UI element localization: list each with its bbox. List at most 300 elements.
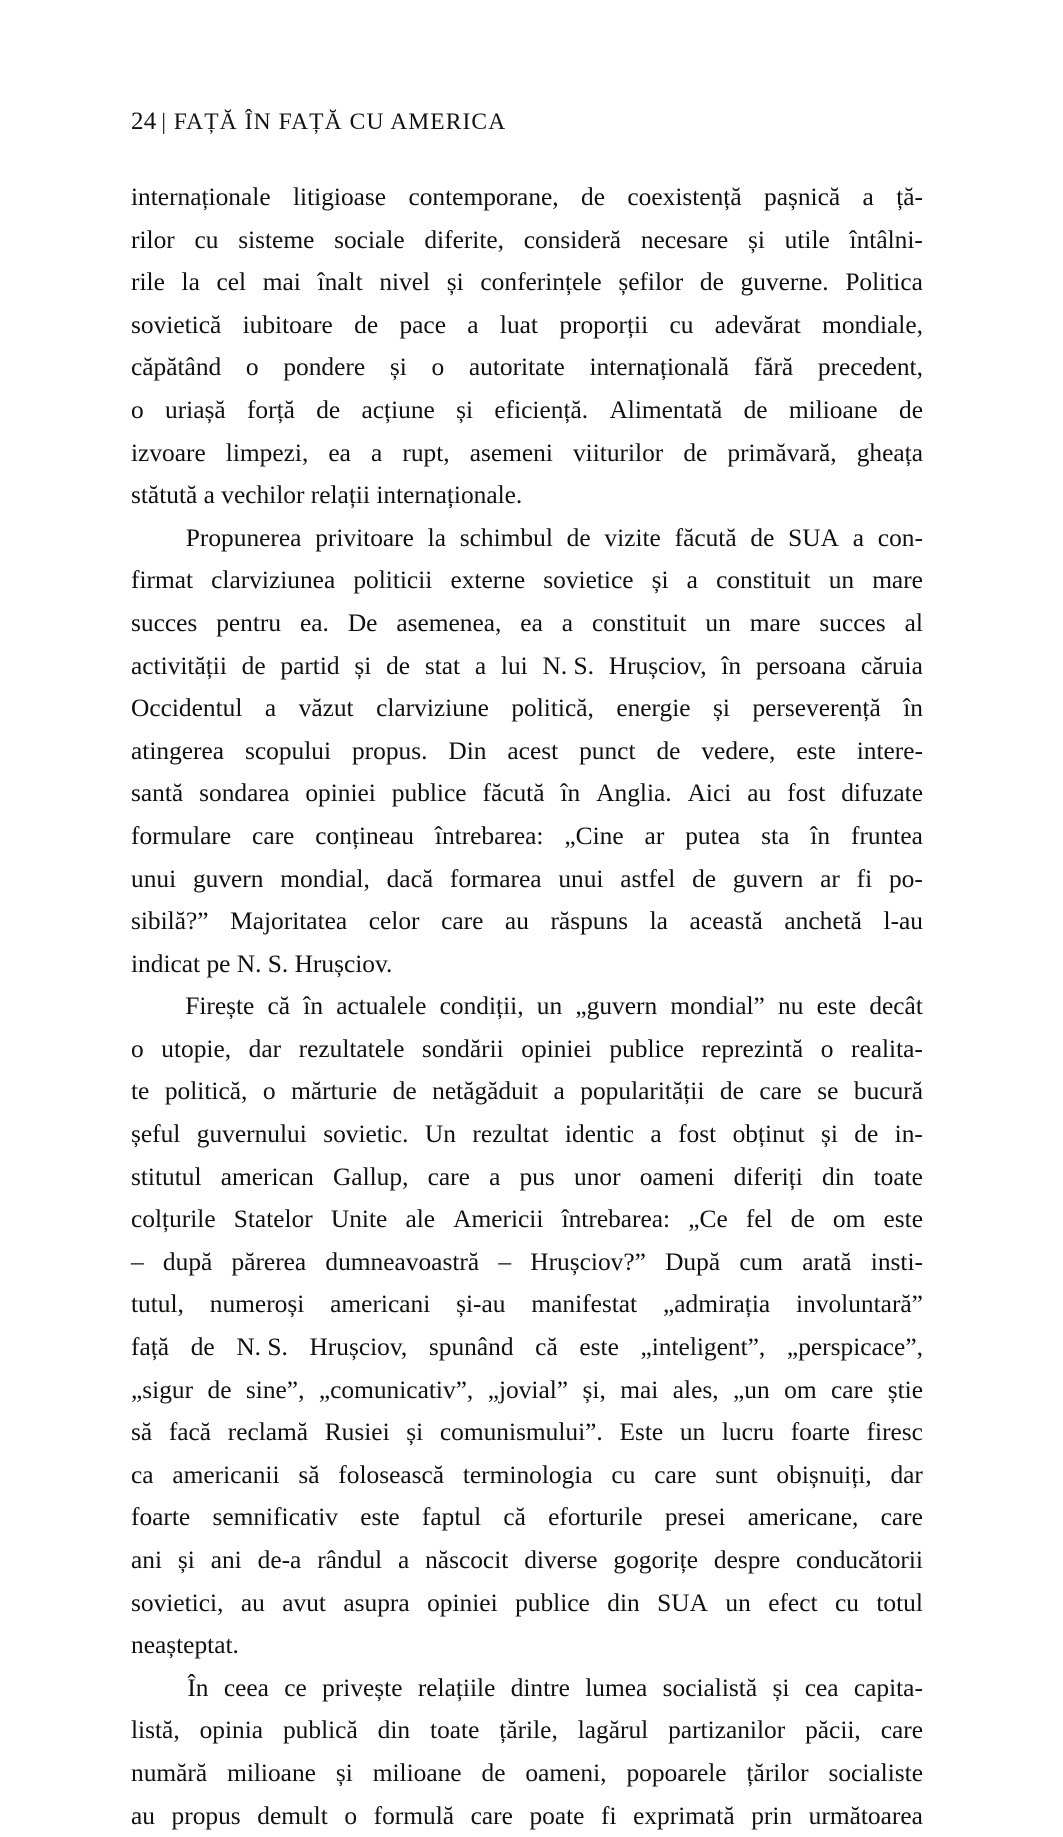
- word: ani: [210, 1546, 242, 1574]
- word: și: [446, 268, 464, 297]
- word: arată: [802, 1247, 852, 1276]
- word: publice: [515, 1588, 590, 1617]
- word: în: [303, 992, 324, 1021]
- word: în: [810, 821, 831, 850]
- word: atingerea: [131, 736, 225, 765]
- word: –: [131, 1247, 144, 1276]
- word: sondarea: [199, 779, 290, 808]
- word: Hrușciov?”: [530, 1247, 646, 1276]
- word: că: [535, 1333, 558, 1362]
- text-line: [131, 517, 923, 560]
- word: american: [220, 1162, 314, 1191]
- word: în: [721, 651, 742, 680]
- word: ea: [520, 608, 543, 637]
- running-title: FAȚĂ ÎN FAȚĂ CU AMERICA: [173, 109, 507, 135]
- word: gheața: [856, 438, 923, 467]
- word: fi: [856, 864, 873, 893]
- word: persoana: [755, 651, 847, 680]
- word: anchetă: [784, 907, 862, 936]
- word: că: [267, 992, 291, 1021]
- word: al: [904, 608, 923, 637]
- word: involuntară”: [796, 1290, 923, 1319]
- word: demult: [257, 1801, 328, 1830]
- word: Gallup,: [332, 1162, 409, 1191]
- word: Majoritatea: [230, 907, 348, 936]
- text-line: [131, 1198, 923, 1241]
- word: gogorițe: [613, 1546, 699, 1574]
- word: și: [177, 1546, 195, 1574]
- text-line: [131, 815, 923, 858]
- word: asupra: [343, 1588, 410, 1617]
- text-line: [131, 559, 923, 602]
- word: activității: [131, 651, 227, 680]
- word: rilor: [131, 225, 175, 254]
- running-header: [131, 108, 921, 136]
- word: rezultatele: [298, 1034, 405, 1063]
- word: decât: [869, 992, 923, 1021]
- word: conferințele: [480, 268, 602, 297]
- word: ca: [131, 1460, 154, 1489]
- word: și: [820, 1120, 838, 1149]
- word: răspuns: [550, 907, 629, 936]
- word: cel: [216, 268, 247, 297]
- word: eficiență.: [494, 395, 589, 424]
- word: –: [498, 1247, 512, 1276]
- word: țările,: [499, 1716, 558, 1745]
- word: este: [360, 1503, 400, 1532]
- word: exprimată: [633, 1801, 735, 1830]
- word: schimbul: [459, 523, 553, 552]
- word: au: [504, 907, 529, 936]
- word: și: [389, 353, 407, 382]
- word: sovietice: [543, 566, 634, 595]
- word: pondere: [283, 353, 366, 382]
- word: ea: [328, 438, 351, 467]
- word: succes: [819, 608, 886, 637]
- word: ar: [644, 821, 665, 850]
- word: stat: [424, 651, 461, 680]
- word: comunismului”.: [439, 1418, 603, 1447]
- word: de: [743, 395, 768, 424]
- word: nu: [778, 992, 804, 1021]
- word: colțurile: [131, 1205, 216, 1234]
- word: foarte: [131, 1503, 191, 1532]
- text-line: [131, 985, 923, 1028]
- text-line: [131, 261, 923, 304]
- word: „un: [733, 1375, 770, 1404]
- word: care: [441, 907, 484, 936]
- word: știe: [887, 1375, 923, 1404]
- word: de-a: [257, 1546, 302, 1574]
- word: rupt,: [402, 438, 450, 467]
- text-line: [131, 1454, 923, 1497]
- word: este: [883, 1205, 923, 1234]
- text-line: [131, 602, 923, 645]
- word: numeroși: [209, 1290, 305, 1319]
- word: socialiste: [828, 1758, 923, 1787]
- word: a: [650, 1120, 662, 1149]
- word: reclamă: [227, 1418, 309, 1447]
- word: „inteligent”,: [640, 1333, 766, 1362]
- word: întâlni-: [849, 225, 923, 254]
- word: opiniei: [427, 1588, 498, 1617]
- word: opinia: [199, 1716, 264, 1745]
- word: dintre: [510, 1673, 570, 1702]
- word: om: [784, 1375, 817, 1404]
- word: de: [699, 268, 724, 297]
- text-line: [131, 1028, 923, 1071]
- word: un: [536, 992, 563, 1021]
- word: de: [656, 736, 681, 765]
- word: a: [397, 1546, 410, 1574]
- word: propus: [171, 1801, 241, 1830]
- word: rezultat: [472, 1120, 549, 1149]
- word: santă: [131, 779, 184, 808]
- text-line: [131, 1667, 923, 1710]
- word: făcută: [482, 779, 545, 808]
- paragraph: [131, 176, 923, 517]
- word: firmat: [131, 566, 194, 595]
- word: și: [747, 225, 765, 254]
- text-line: [131, 1582, 923, 1625]
- word: din: [377, 1716, 411, 1745]
- word: și: [354, 651, 372, 680]
- word: eforturile: [548, 1503, 643, 1532]
- word: oameni,: [525, 1758, 607, 1787]
- word: Americii: [453, 1205, 544, 1234]
- word: de: [190, 1333, 215, 1362]
- text-line: [131, 1369, 923, 1412]
- word: americane,: [747, 1503, 859, 1532]
- paragraph: [131, 985, 923, 1667]
- word: și: [713, 694, 730, 723]
- word: a: [489, 1162, 501, 1191]
- word: ale: [405, 1205, 436, 1234]
- word: milioane: [372, 1758, 462, 1787]
- page-number: 24: [131, 108, 157, 135]
- word: oameni: [639, 1162, 715, 1191]
- word: ceea: [223, 1673, 269, 1702]
- word: listă,: [131, 1716, 180, 1745]
- word: asemeni: [469, 438, 553, 467]
- word: întrebarea:: [561, 1205, 671, 1234]
- word: intere-: [856, 736, 923, 765]
- word: reprezintă: [701, 1034, 804, 1063]
- text-line: [131, 346, 923, 389]
- word: astfel: [620, 864, 676, 893]
- word: partizanilor: [668, 1716, 786, 1745]
- word: diverse: [524, 1546, 598, 1574]
- word: un: [705, 608, 731, 637]
- word: pus: [519, 1162, 555, 1191]
- word: faptul: [421, 1503, 482, 1532]
- text-line: [131, 1539, 923, 1582]
- word: a: [862, 183, 874, 211]
- word: sta: [761, 821, 790, 850]
- word: și: [406, 1418, 424, 1447]
- word: „sigur: [131, 1375, 194, 1404]
- word: „perspicace”,: [786, 1333, 923, 1362]
- word: văzut: [298, 694, 354, 723]
- word: clarviziunea: [211, 566, 336, 595]
- text-line: [131, 1283, 923, 1326]
- word: om: [832, 1205, 866, 1234]
- word: sovietică: [131, 310, 222, 339]
- word: a: [264, 694, 277, 723]
- word: primăvară,: [727, 438, 837, 467]
- word: de: [207, 1375, 232, 1404]
- word: sisteme: [238, 225, 315, 254]
- word: să: [298, 1460, 320, 1489]
- word: un: [828, 566, 855, 595]
- word: țărilor: [746, 1758, 809, 1787]
- word: l-au: [883, 907, 923, 936]
- word: utile: [784, 225, 830, 254]
- word: realita-: [851, 1034, 923, 1063]
- word: șeful: [131, 1120, 181, 1149]
- word: celor: [368, 907, 420, 936]
- word: față: [131, 1333, 170, 1362]
- word: Rusiei: [324, 1418, 390, 1447]
- word: putea: [685, 821, 741, 850]
- word: diferite,: [424, 225, 505, 254]
- word: o: [131, 395, 144, 424]
- word: propus.: [351, 736, 428, 765]
- word: o: [820, 1034, 834, 1063]
- word: limpezi,: [225, 438, 309, 467]
- word: sovietici,: [131, 1588, 224, 1617]
- word: șefilor: [618, 268, 684, 297]
- word: succes: [131, 608, 198, 637]
- word: și-au: [456, 1290, 506, 1319]
- word: consideră: [523, 225, 622, 254]
- word: din: [607, 1588, 640, 1617]
- word: de: [581, 183, 605, 211]
- word: te: [131, 1077, 150, 1106]
- word: lagărul: [577, 1716, 649, 1745]
- word: capita-: [853, 1673, 923, 1702]
- word: cu: [669, 310, 694, 339]
- word: după: [162, 1247, 213, 1276]
- word: „Cine: [564, 821, 624, 850]
- word: N. S.: [236, 1333, 288, 1362]
- word: a: [371, 438, 383, 467]
- word: ani: [131, 1546, 163, 1574]
- text-line: [131, 730, 923, 773]
- word: Hrușciov,: [608, 651, 707, 680]
- word: despre: [713, 1546, 781, 1574]
- word: a: [467, 310, 479, 339]
- word: politicii: [353, 566, 433, 595]
- paragraph: [131, 517, 923, 986]
- word: În: [187, 1673, 209, 1702]
- word: căruia: [860, 651, 923, 680]
- word: vizite: [604, 523, 661, 552]
- word: Unite: [330, 1205, 388, 1234]
- word: stitutul: [131, 1162, 202, 1191]
- word: cea: [804, 1673, 839, 1702]
- word: mai: [262, 268, 301, 297]
- word: SUA: [657, 1588, 708, 1617]
- word: po-: [888, 864, 923, 893]
- word: care: [831, 1375, 874, 1404]
- word: vedere,: [701, 736, 776, 765]
- word: Aici: [687, 779, 732, 808]
- word: fi: [601, 1801, 617, 1830]
- word: de: [566, 523, 591, 552]
- word: SUA: [788, 523, 839, 552]
- word: de: [354, 310, 379, 339]
- word: mondial”: [670, 992, 765, 1021]
- word: de: [386, 651, 411, 680]
- word: de: [392, 1077, 417, 1106]
- word: au: [240, 1588, 265, 1617]
- word: de: [790, 1205, 815, 1234]
- text-line: [131, 1326, 923, 1369]
- word: firesc: [866, 1418, 923, 1447]
- word: foarte: [790, 1418, 850, 1447]
- text-line: [131, 1709, 923, 1752]
- word: publică: [282, 1716, 358, 1745]
- word: un: [679, 1418, 706, 1447]
- word: viiturilor: [572, 438, 664, 467]
- word: partid: [280, 651, 340, 680]
- word: de: [750, 523, 775, 552]
- word: fără: [753, 353, 794, 382]
- word: formarea: [449, 864, 542, 893]
- word: sociale: [334, 225, 405, 254]
- word: cu: [611, 1460, 636, 1489]
- word: internațională: [589, 353, 730, 382]
- word: părerea: [231, 1247, 307, 1276]
- word: politică,: [164, 1077, 248, 1106]
- text-line: [131, 1752, 923, 1795]
- text-line: [131, 1113, 923, 1156]
- word: au: [131, 1801, 155, 1830]
- text-line: [131, 772, 923, 815]
- word: au: [747, 779, 772, 808]
- word: care: [880, 1716, 923, 1745]
- word: „jovial”: [487, 1375, 569, 1404]
- word: ță-: [896, 183, 923, 211]
- word: dacă: [386, 864, 434, 893]
- word: ea.: [300, 608, 329, 637]
- word: cu: [834, 1588, 859, 1617]
- word: clarviziune: [376, 694, 489, 723]
- word: fost: [678, 1120, 717, 1149]
- word: bucură: [853, 1077, 923, 1106]
- word: energie: [616, 694, 691, 723]
- word: obișnuiți,: [776, 1460, 872, 1489]
- word: internaționale: [131, 183, 271, 211]
- word: născocit: [425, 1546, 509, 1574]
- word: condiții,: [439, 992, 524, 1021]
- text-line: [131, 432, 923, 475]
- word: că: [503, 1503, 526, 1532]
- word: de: [683, 438, 708, 467]
- word: manifestat: [531, 1290, 638, 1319]
- word: mondial,: [280, 864, 370, 893]
- word: la: [649, 907, 668, 936]
- word: o: [245, 353, 259, 382]
- word: terminologia: [462, 1460, 593, 1489]
- word: forță: [246, 395, 295, 424]
- word: pentru: [216, 608, 282, 637]
- word: care: [470, 1801, 513, 1830]
- word: o: [431, 353, 445, 382]
- text-line: [131, 1241, 923, 1284]
- word: iubitoare: [242, 310, 333, 339]
- word: formulare: [131, 821, 232, 850]
- word: păcii,: [805, 1716, 861, 1745]
- word: identic: [564, 1120, 634, 1149]
- word: toate: [430, 1716, 480, 1745]
- word: mărturie: [291, 1077, 378, 1106]
- word: „admirația: [663, 1290, 771, 1319]
- text-line: [131, 1496, 923, 1539]
- word: publice: [609, 1034, 685, 1063]
- text-line: indicat pe N. S. Hrușciov.: [131, 949, 393, 978]
- text-line: [131, 687, 923, 730]
- word: folosească: [338, 1460, 445, 1489]
- word: unui: [131, 864, 177, 893]
- word: și: [772, 1673, 790, 1702]
- word: făcută: [674, 523, 737, 552]
- word: asemenea,: [396, 608, 502, 637]
- word: pașnică: [764, 183, 841, 211]
- word: lucru: [721, 1418, 775, 1447]
- word: americanii: [172, 1460, 280, 1489]
- word: dar: [248, 1034, 282, 1063]
- word: efect: [768, 1588, 818, 1617]
- word: socialistă: [662, 1673, 758, 1702]
- text-line: [131, 1795, 923, 1837]
- word: care: [427, 1162, 470, 1191]
- word: avut: [282, 1588, 326, 1617]
- text-line: stătută a vechilor relații internaționale.: [131, 481, 523, 510]
- word: popularității: [580, 1077, 705, 1106]
- paragraph-indent: [131, 1667, 172, 1710]
- word: difuzate: [841, 779, 923, 808]
- word: lui: [500, 651, 528, 680]
- word: această: [689, 907, 763, 936]
- word: externe: [450, 566, 526, 595]
- word: sunt: [715, 1460, 758, 1489]
- word: ar: [820, 864, 840, 893]
- paragraph-indent: [131, 985, 172, 1028]
- word: Este: [619, 1418, 664, 1447]
- word: guvernului: [196, 1120, 307, 1149]
- word: este: [816, 992, 857, 1021]
- word: „guvern: [575, 992, 658, 1021]
- word: sondării: [421, 1034, 504, 1063]
- text-line: [131, 1070, 923, 1113]
- word: Anglia.: [596, 779, 672, 808]
- text-line: [131, 1156, 923, 1199]
- word: și: [335, 1758, 353, 1787]
- word: politică,: [511, 694, 594, 723]
- text-line: [131, 645, 923, 688]
- word: Alimentată: [609, 395, 723, 424]
- word: Politica: [845, 268, 923, 297]
- word: numără: [131, 1758, 208, 1787]
- text-line: [131, 900, 923, 943]
- word: fel: [745, 1205, 773, 1234]
- word: netăgăduit: [432, 1077, 538, 1106]
- word: constituit: [716, 566, 811, 595]
- word: a: [474, 651, 487, 680]
- text-line: [131, 219, 923, 262]
